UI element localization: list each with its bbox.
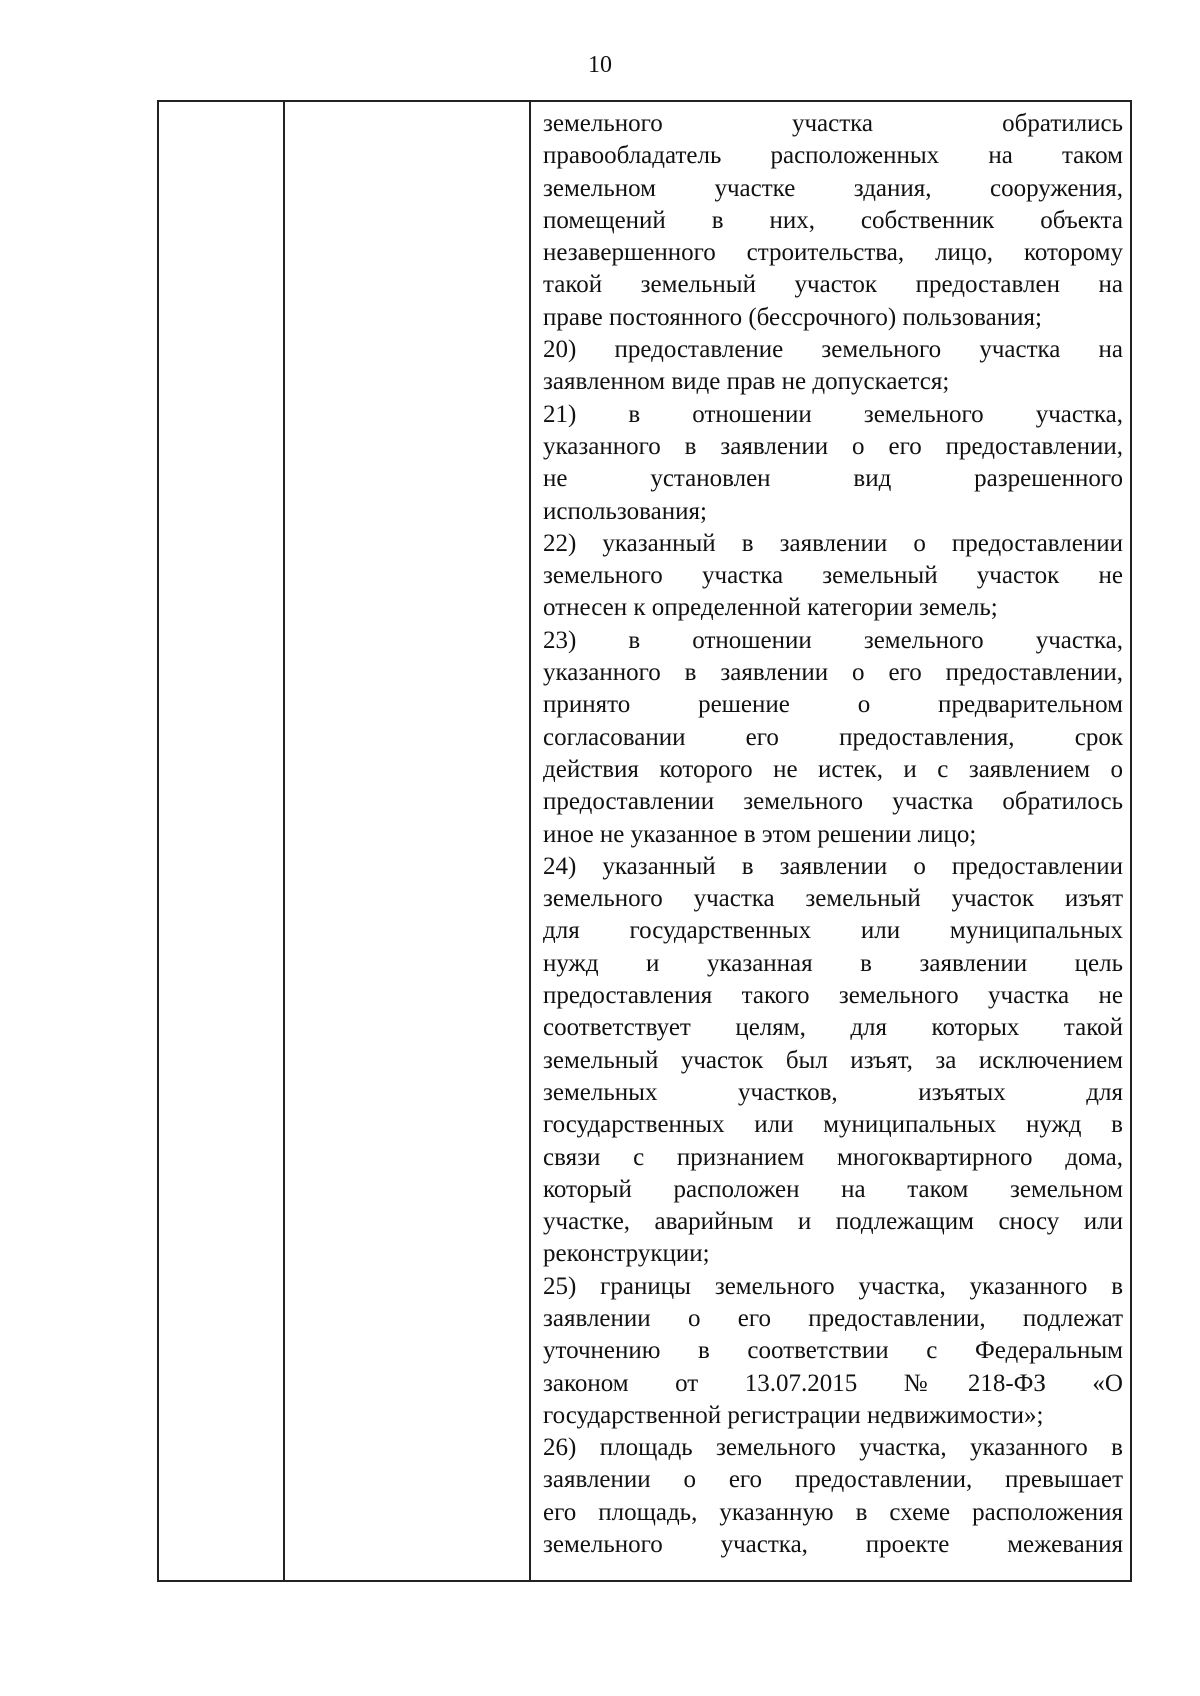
page-number: 10 [588,52,612,78]
text-line: нужд и указанная в заявлении цель [543,949,1123,977]
text-line: земельного участка земельный участок изъят [543,885,1123,913]
text-line: заявлении о его предоставлении, подлежат [543,1304,1123,1332]
text-line: праве постоянного (бессрочного) пользования; [543,303,1042,331]
text-line: 20) предоставление земельного участка на [543,336,1123,364]
table-cell-text [543,108,1123,1561]
text-line: соответствует целям, для которых такой [543,1014,1123,1042]
text-line: 25) границы земельного участка, указанного в [543,1272,1123,1300]
text-line: отнесен к определенной категории земель; [543,594,998,622]
text-line: его площадь, указанную в схеме расположения [543,1498,1123,1526]
text-line: государственной регистрации недвижимости»; [543,1401,1044,1429]
text-line: такой земельный участок предоставлен на [543,271,1123,299]
text-line: правообладатель расположенных на таком [543,142,1123,170]
text-line: земельного участка земельный участок не [543,562,1123,590]
text-line: предоставлении земельного участка обратилось [543,788,1123,816]
text-line: земельных участков, изъятых для [543,1078,1123,1106]
text-line: не установлен вид разрешенного [543,465,1123,493]
text-line: заявлении о его предоставлении, превышает [543,1466,1123,1494]
text-line: связи с признанием многоквартирного дома, [543,1143,1123,1171]
text-line: участке, аварийным и подлежащим сносу или [543,1208,1123,1236]
text-line: для государственных или муниципальных [543,917,1123,945]
text-line: указанного в заявлении о его предоставлении, [543,659,1123,687]
text-line: который расположен на таком земельном [543,1175,1123,1203]
text-line: незавершенного строительства, лицо, которому [543,239,1123,267]
text-line: земельный участок был изъят, за исключением [543,1046,1123,1074]
text-line: 24) указанный в заявлении о предоставлении [543,852,1123,880]
text-line: иное не указанное в этом решении лицо; [543,820,977,848]
text-line: принято решение о предварительном [543,691,1123,719]
text-line: предоставления такого земельного участка не [543,982,1123,1010]
text-line: уточнению в соответствии с Федеральным [543,1337,1123,1365]
table-column-divider-2 [529,102,531,1580]
text-line: земельного участка обратились [543,110,1123,137]
text-line: 22) указанный в заявлении о предоставлении [543,529,1123,557]
text-line: согласовании его предоставления, срок [543,723,1123,751]
text-line: использования; [543,497,707,525]
text-line: указанного в заявлении о его предоставлении, [543,432,1123,460]
text-line: 21) в отношении земельного участка, [543,400,1123,428]
document-table [157,100,1132,1582]
text-line: 23) в отношении земельного участка, [543,626,1123,654]
text-line: государственных или муниципальных нужд в [543,1111,1123,1139]
table-column-divider-1 [283,102,285,1580]
text-line: законом от 13.07.2015 №218-ФЗ «О [543,1369,1123,1397]
text-line: земельного участка, проекте межевания [543,1531,1123,1559]
text-line: действия которого не истек, и с заявлением о [543,755,1123,783]
text-line: заявленном виде прав не допускается; [543,368,950,396]
text-line: земельном участке здания, сооружения, [543,174,1123,202]
text-line: 26) площадь земельного участка, указанного в [543,1434,1123,1462]
text-line: помещений в них, собственник объекта [543,206,1123,234]
text-line: реконструкции; [543,1240,710,1268]
